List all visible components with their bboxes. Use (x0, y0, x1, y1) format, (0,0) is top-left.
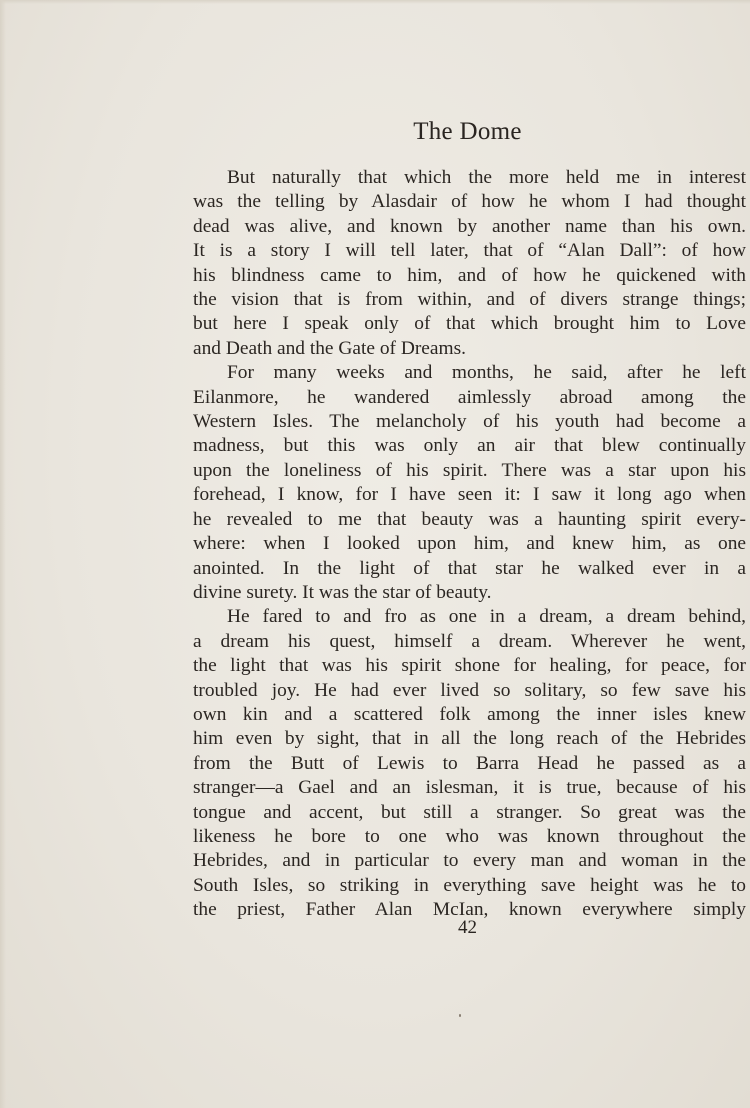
text-line: divine surety. It was the star of beauty. (193, 581, 492, 603)
text-line: It is a story I will tell later, that of “Alan Dall”: of how (193, 240, 746, 262)
body-text (193, 166, 746, 923)
text-line: For many weeks and months, he said, after he left (227, 362, 746, 384)
paper-speck (459, 1014, 461, 1017)
text-line: the priest, Father Alan McIan, known everywhere simply (193, 899, 746, 921)
text-line: a dream his quest, himself a dream. Wherever he went, (193, 630, 746, 652)
text-line: He fared to and fro as one in a dream, a dream behind, (227, 606, 746, 628)
running-head: The Dome (413, 118, 522, 145)
page-number: 42 (458, 917, 477, 938)
text-line: he revealed to me that beauty was a haunting spirit every- (193, 508, 746, 530)
text-line: Western Isles. The melancholy of his youth had become a (193, 411, 746, 433)
text-line: madness, but this was only an air that blew continually (193, 435, 746, 457)
text-line: was the telling by Alasdair of how he whom I had thought (193, 191, 746, 213)
text-line: the light that was his spirit shone for healing, for peace, for (193, 655, 746, 677)
text-line: forehead, I know, for I have seen it: I saw it long ago when (193, 484, 746, 506)
text-line: But naturally that which the more held me in interest (227, 167, 746, 188)
text-line: upon the loneliness of his spirit. There was a star upon his (193, 459, 746, 481)
text-line: the vision that is from within, and of divers strange things; (193, 289, 746, 311)
text-line: and Death and the Gate of Dreams. (193, 337, 466, 359)
text-line: where: when I looked upon him, and knew him, as one (193, 533, 746, 555)
text-line: own kin and a scattered folk among the inner isles knew (193, 703, 746, 725)
text-line: South Isles, so striking in everything save height was he to (193, 874, 746, 896)
text-line: likeness he bore to one who was known throughout the (193, 825, 746, 847)
text-line: anointed. In the light of that star he walked ever in a (193, 557, 746, 579)
text-line: dead was alive, and known by another name than his own. (193, 215, 746, 237)
text-line: his blindness came to him, and of how he quickened with (193, 264, 746, 286)
text-line: him even by sight, that in all the long reach of the Hebrides (193, 728, 746, 750)
text-line: from the Butt of Lewis to Barra Head he passed as a (193, 752, 746, 774)
text-line: Hebrides, and in particular to every man and woman in the (193, 850, 746, 872)
text-line: but here I speak only of that which brought him to Love (193, 313, 746, 335)
page-edge-shadow-left (0, 0, 6, 1108)
text-line: Eilanmore, he wandered aimlessly abroad among the (193, 386, 746, 408)
text-line: stranger—a Gael and an islesman, it is true, because of his (193, 777, 746, 799)
text-line: troubled joy. He had ever lived so solitary, so few save his (193, 679, 746, 701)
page-edge-shadow-top (0, 0, 750, 4)
text-line: tongue and accent, but still a stranger. So great was the (193, 801, 746, 823)
